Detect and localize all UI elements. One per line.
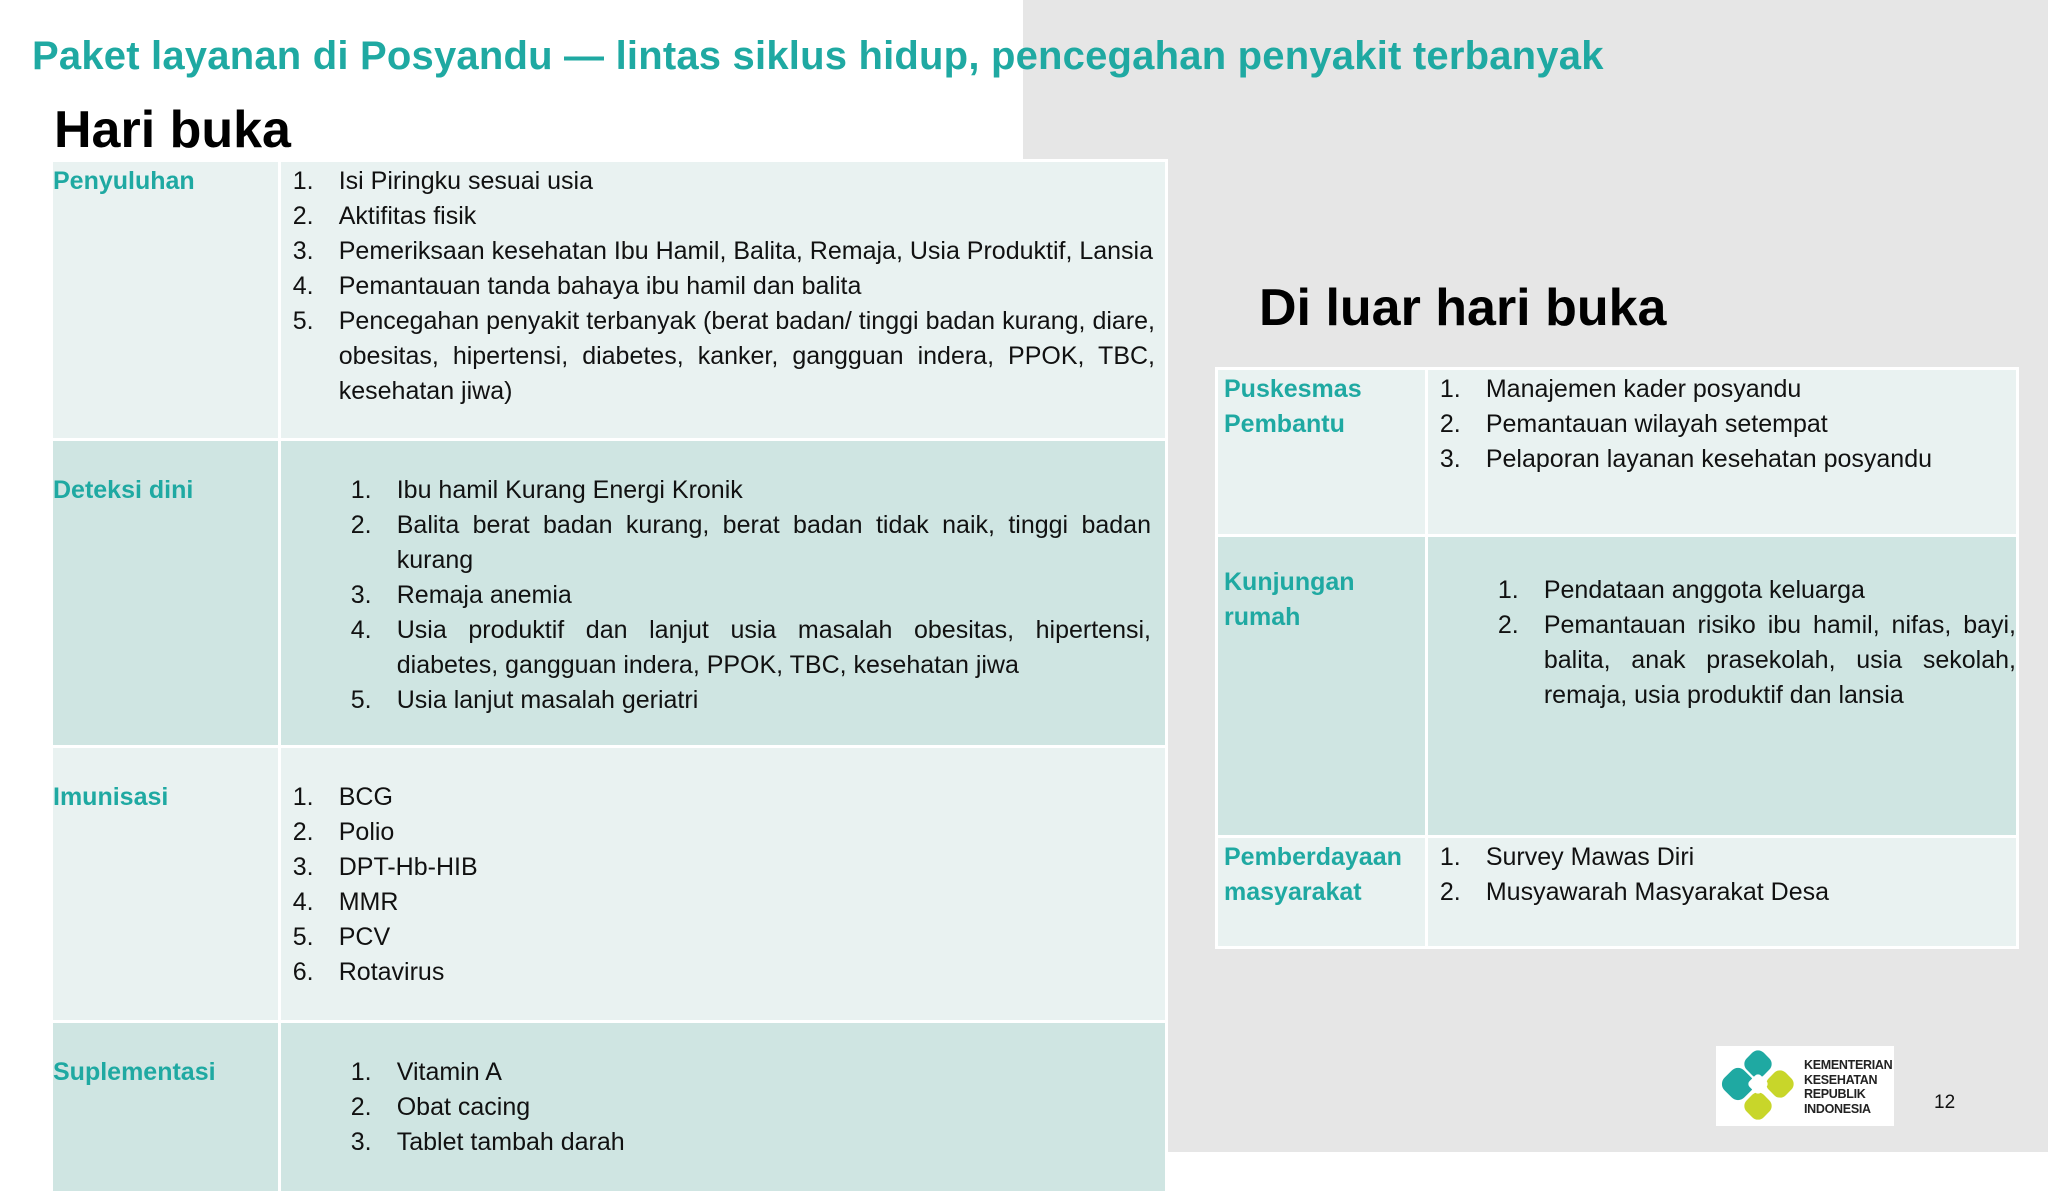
- list-item: 4. Pemantauan tanda bahaya ibu hamil dan balita: [292, 272, 862, 300]
- table-row: [1217, 536, 2018, 837]
- row-items-cell: [279, 440, 1166, 747]
- list-item: 5. Usia lanjut masalah geriatri: [350, 686, 699, 714]
- item-list: [293, 164, 1155, 409]
- kemenkes-logo-icon: [1718, 1048, 1800, 1124]
- list-item: 3. Pemeriksaan kesehatan Ibu Hamil, Balita, Remaja, Usia Produktif, Lansia: [292, 237, 1154, 265]
- list-item: 1. Vitamin A: [350, 1058, 502, 1086]
- list-item: 3. Tablet tambah darah: [350, 1128, 625, 1156]
- row-items-cell: [279, 1022, 1166, 1193]
- list-item: 2. Pemantauan risiko ibu hamil, nifas, bayi, balita, anak prasekolah, usia sekolah, remaja, usia produktif dan lansia: [1497, 611, 2016, 709]
- table-row: [1217, 837, 2018, 948]
- hari-buka-table: [50, 159, 1168, 1194]
- item-list: [1440, 372, 2008, 477]
- list-item: 1. BCG: [292, 783, 393, 811]
- item-list: [351, 473, 1151, 718]
- row-label: Kunjungan rumah: [1217, 536, 1427, 837]
- row-label: Pemberdayaan masyarakat: [1217, 837, 1427, 948]
- list-item: 3. Pelaporan layanan kesehatan posyandu: [1439, 445, 1933, 473]
- row-label: Suplementasi: [52, 1022, 280, 1193]
- list-item: 6. Rotavirus: [292, 958, 445, 986]
- item-list: [1440, 840, 2008, 910]
- table-row: [1217, 369, 2018, 536]
- list-item: 3. DPT-Hb-HIB: [292, 853, 478, 881]
- table-row: [52, 747, 1167, 1022]
- list-item: 1. Isi Piringku sesuai usia: [292, 167, 594, 195]
- list-item: 1. Manajemen kader posyandu: [1439, 375, 1802, 403]
- row-items-cell: [1426, 536, 2017, 837]
- row-items-cell: [1426, 837, 2017, 948]
- table-row: [52, 440, 1167, 747]
- luar-hari-buka-table: [1215, 367, 2019, 949]
- list-item: 2. Aktifitas fisik: [292, 202, 477, 230]
- list-item: 2. Musyawarah Masyarakat Desa: [1439, 878, 1830, 906]
- list-item: 1. Pendataan anggota keluarga: [1497, 576, 1865, 604]
- list-item: 5. Pencegahan penyakit terbanyak (berat badan/ tinggi badan kurang, diare, obesitas, hipertensi, diabetes, kanker, gangguan indera, PPOK, TBC, kesehatan jiwa): [292, 307, 1155, 405]
- page-number: 12: [1934, 1092, 1956, 1113]
- row-items-cell: [279, 747, 1166, 1022]
- row-items-cell: [1426, 369, 2017, 536]
- list-item: 4. Usia produktif dan lanjut usia masalah obesitas, hipertensi, diabetes, gangguan indera, PPOK, TBC, kesehatan jiwa: [350, 616, 1151, 679]
- item-list: [1498, 573, 2016, 713]
- row-items-cell: [279, 161, 1166, 440]
- table-row: [52, 161, 1167, 440]
- luar-hari-buka-heading: Di luar hari buka: [1259, 279, 1667, 337]
- list-item: 5. PCV: [292, 923, 391, 951]
- kemenkes-logo: [1716, 1046, 1894, 1126]
- table-row: [52, 1022, 1167, 1193]
- logo-text: KEMENTERIAN KESEHATAN REPUBLIK INDONESIA: [1804, 1058, 1893, 1116]
- list-item: 2. Obat cacing: [350, 1093, 531, 1121]
- list-item: 2. Pemantauan wilayah setempat: [1439, 410, 1828, 438]
- hari-buka-heading: Hari buka: [54, 101, 291, 159]
- row-label: Imunisasi: [52, 747, 280, 1022]
- list-item: 2. Balita berat badan kurang, berat badan tidak naik, tinggi badan kurang: [350, 511, 1151, 574]
- list-item: 4. MMR: [292, 888, 399, 916]
- list-item: 1. Ibu hamil Kurang Energi Kronik: [350, 476, 743, 504]
- row-label: Deteksi dini: [52, 440, 280, 747]
- row-label: Penyuluhan: [52, 161, 280, 440]
- item-list: [351, 1055, 1151, 1160]
- item-list: [293, 780, 1155, 990]
- row-label: Puskesmas Pembantu: [1217, 369, 1427, 536]
- slide-title: Paket layanan di Posyandu — lintas siklus hidup, pencegahan penyakit terbanyak: [32, 34, 1604, 78]
- list-item: 2. Polio: [292, 818, 395, 846]
- list-item: 1. Survey Mawas Diri: [1439, 843, 1695, 871]
- list-item: 3. Remaja anemia: [350, 581, 572, 609]
